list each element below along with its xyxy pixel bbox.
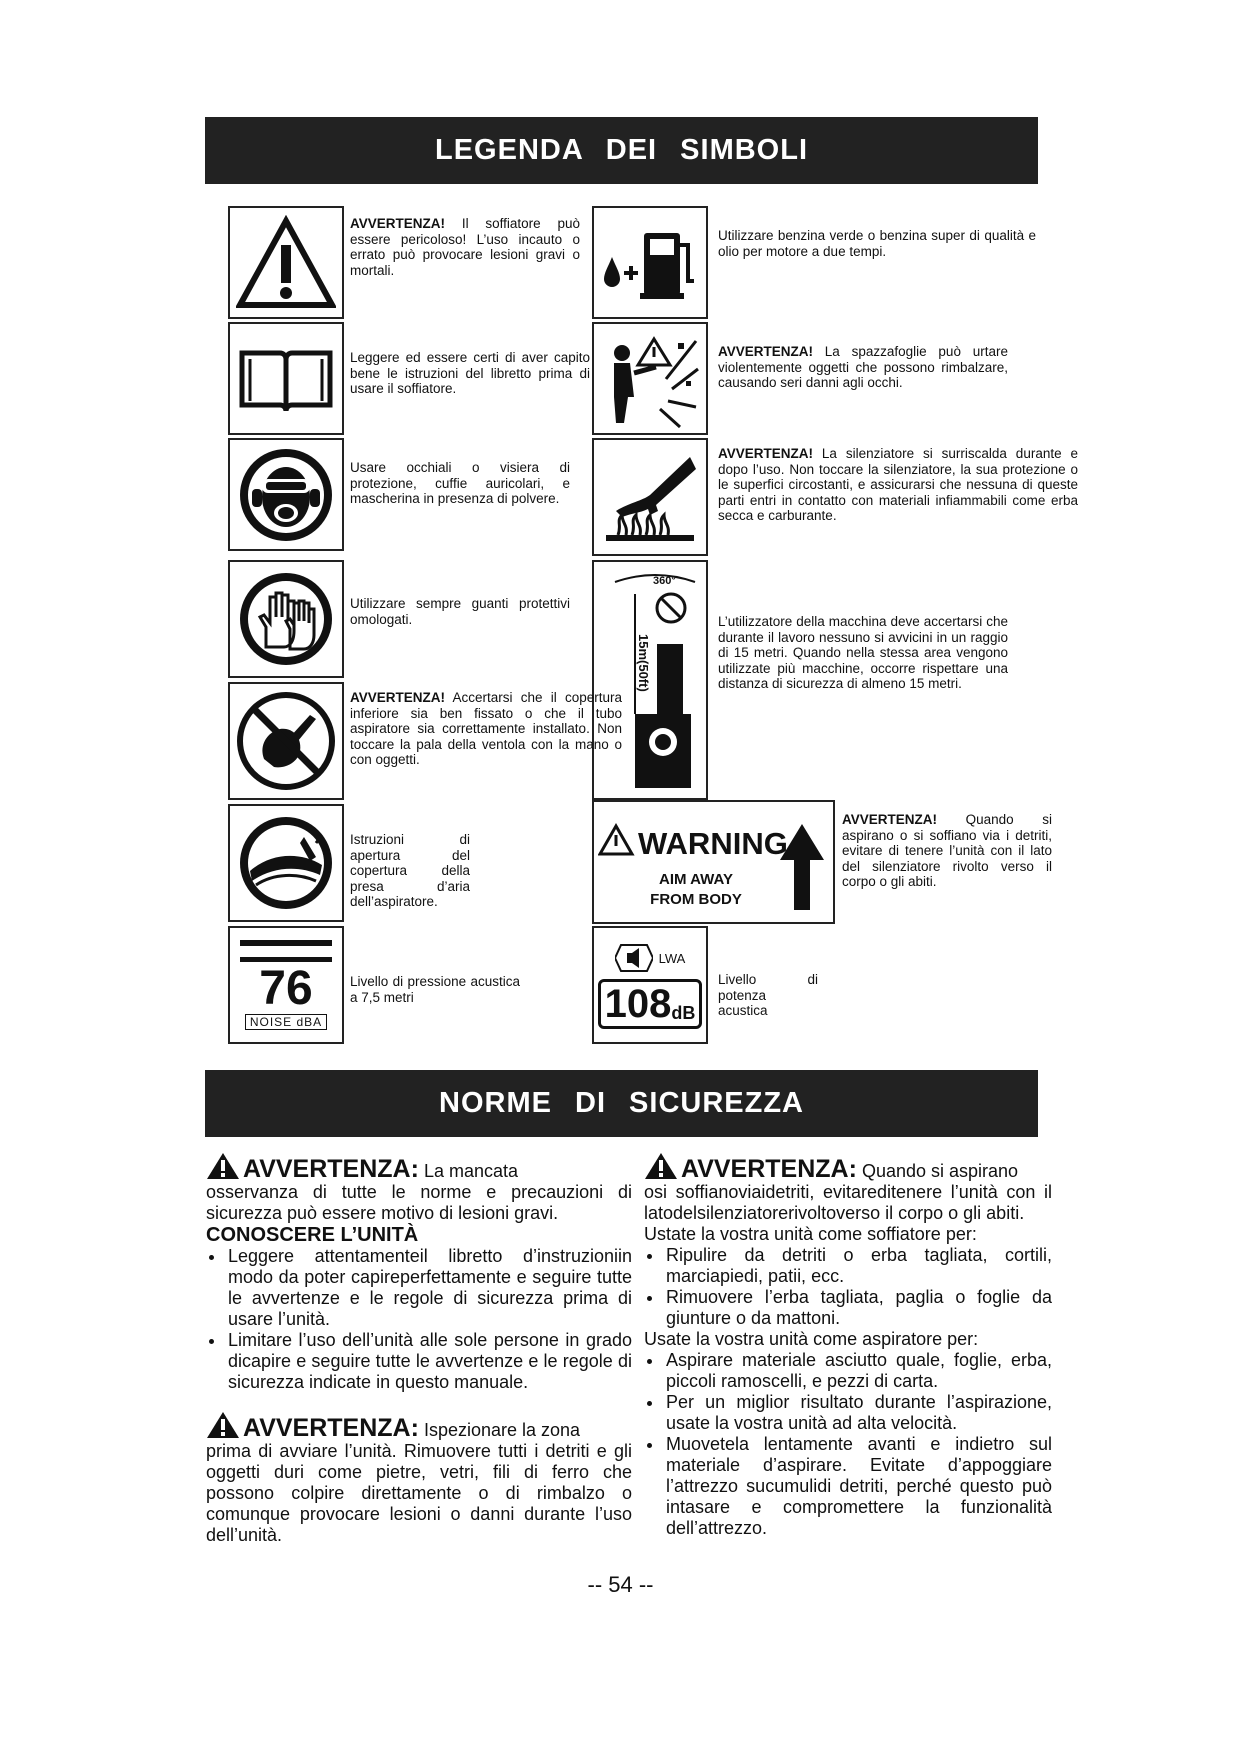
list-item: • Per un miglior risultato durante l’aspirazione, usate la vostra unità ad alta velocità. xyxy=(664,1392,1052,1434)
list-item: • Ripulire da detriti o erba tagliata, cortili, marciapiedi, patii, ecc. xyxy=(664,1245,1052,1287)
warning-body-3: osi soffianoviaidetriti, evitareditenere l’unità con il latodelsilenziatorerivoltoverso il corpo o gli abiti. xyxy=(644,1182,1052,1223)
warning-body-1: osservanza di tutte le norme e precauzioni di sicurezza può essere motivo di lesioni gravi. xyxy=(206,1182,632,1223)
speaker-icon xyxy=(615,941,653,975)
legend-title: LEGENDA DEI SIMBOLI xyxy=(435,134,808,166)
symbol-text-8: L’utilizzatore della macchina deve accertarsi che durante il lavoro nessuno si avvicini in un raggio di 15 metri. Quando nella stessa area vengono utilizzate più macchine, occorre rispettare una distanza di sicurezza di almeno 15 metri. xyxy=(718,614,1008,691)
intake-cover-icon xyxy=(228,804,344,922)
list-item: • Leggere attentamenteil libretto d’instruzioniin modo da poter capireperfettamente e seguire tutte le avvertenze e le regole di sicurezza prima di usare l’unità. xyxy=(226,1246,632,1330)
warning-aim-away-label xyxy=(592,800,835,924)
warning-title-label: WARNING xyxy=(637,826,788,861)
vacuum-intro: Usate la vostra unità come aspiratore per: xyxy=(644,1329,979,1349)
noise-value: 76 xyxy=(259,962,313,1015)
symbol-text-3: Leggere ed essere certi di aver capito bene le istruzioni del libretto prima di usare il soffiatore. xyxy=(350,350,590,396)
symbol-text-6: AVVERTENZA! La silenziatore si surriscalda durante e dopo l’uso. Non toccare la silenziatore, la sua protezione o le superfici circostanti, e assicurarsi che nessuna di queste parti entri in contatto con materiali infiammabili come erba secca e carburante. xyxy=(718,446,1078,523)
symbol-text-1: AVVERTENZA! Il soffiatore può essere pericoloso! L’uso incauto o errato può provocare lesioni gravi o mortali. xyxy=(350,216,580,278)
noise-level-76-icon xyxy=(228,926,344,1044)
sound-power-108-icon xyxy=(592,926,708,1044)
hot-surface-icon xyxy=(592,438,708,556)
symbol-text-12: Livello di pressione acustica a 7,5 metri xyxy=(350,974,520,1005)
safety-banner xyxy=(205,1070,1038,1137)
distance-360-label: 360° xyxy=(653,575,676,587)
fuel-pump-icon xyxy=(592,206,708,319)
warning-heading-1: AVVERTENZA: La mancata xyxy=(206,1152,632,1182)
legend-banner xyxy=(205,117,1038,184)
blower-intro: Ustate la vostra unità come soffiatore per: xyxy=(644,1224,977,1244)
vacuum-list xyxy=(644,1350,1052,1539)
warning-body-2: prima di avviare l’unità. Rimuovere tutti i detriti e gli oggetti duri come pietre, vetri, fili di ferro che possono colpire direttamente o di rimbalzo o comunque provocare lesioni o danni durante l’uso dell’unità. xyxy=(206,1441,632,1545)
no-touch-fan-icon xyxy=(228,682,344,800)
list-item: • Rimuovere l’erba tagliata, paglia o foglie da giunture o da mattoni. xyxy=(664,1287,1052,1329)
warning-triangle-icon xyxy=(228,206,344,319)
symbol-text-4: AVVERTENZA! La spazzafoglie può urtare violentemente oggetti che possono rimbalzare, causando seri danni agli occhi. xyxy=(718,344,1008,390)
gloves-icon xyxy=(228,560,344,678)
symbol-text-11: Istruzioni di apertura del copertura della presa d’aria dell’aspiratore. xyxy=(350,832,470,909)
right-column xyxy=(644,1152,1052,1539)
power-value: 108 xyxy=(604,982,672,1026)
manual-book-icon xyxy=(228,322,344,435)
know-unit-list xyxy=(206,1246,632,1393)
symbol-text-10: AVVERTENZA! Quando si aspirano o si soffiano via i detriti, evitare di tenere l’unità con il lato del silenziatore rivolto verso il corpo o gli abiti. xyxy=(842,812,1052,889)
protective-equipment-icon xyxy=(228,438,344,551)
blower-list xyxy=(644,1245,1052,1329)
list-item: • Muovetela lentamente avanti e indietro sul materiale d’aspirare. Evitate d’appoggiare l’attrezzo sucumulidi detriti, perché questo può intasare e compromettere la funzionalità dell’attrezzo. xyxy=(664,1434,1052,1539)
page-number: -- 54 -- xyxy=(587,1572,654,1597)
symbol-text-7: Utilizzare sempre guanti protettivi omologati. xyxy=(350,596,570,627)
warning-triangle-icon xyxy=(644,1152,678,1180)
symbol-text-2: Utilizzare benzina verde o benzina super di qualità e olio per motore a due tempi. xyxy=(718,228,1036,259)
flying-debris-icon xyxy=(592,322,708,435)
know-your-unit-heading: CONOSCERE L’UNITÀ xyxy=(206,1224,419,1246)
warning-line2-label: FROM BODY xyxy=(649,891,742,908)
lwa-label: LWA xyxy=(658,950,686,966)
noise-label: NOISE dBA xyxy=(245,1014,327,1030)
list-item: • Aspirare materiale asciutto quale, foglie, erba, piccoli ramoscelli, e pezzi di carta. xyxy=(664,1350,1052,1392)
warning-triangle-icon xyxy=(206,1152,240,1180)
warning-heading-3: AVVERTENZA: Quando si aspirano xyxy=(644,1152,1052,1182)
warning-heading-2: AVVERTENZA: Ispezionare la zona xyxy=(206,1411,632,1441)
distance-15m-label: 15m(50ft) xyxy=(636,634,651,692)
power-unit: dB xyxy=(671,1003,696,1023)
symbol-text-13: Livello di potenza acustica xyxy=(718,972,818,1018)
warning-triangle-icon xyxy=(206,1411,240,1439)
warning-line1-label: AIM AWAY xyxy=(658,871,733,888)
symbol-text-5: Usare occhiali o visiera di protezione, cuffie auricolari, e mascherina in presenza di polvere. xyxy=(350,460,570,506)
symbol-text-9: AVVERTENZA! Accertarsi che il copertura inferiore sia ben fissato o che il tubo aspiratore sia correttamente installato. Non toccare la pala della ventola con la mano o con oggetti. xyxy=(350,690,622,767)
left-column xyxy=(206,1152,632,1546)
list-item: • Limitare l’uso dell’unità alle sole persone in grado dicapire e seguire tutte le avvertenze e le regole di sicurezza indicate in questo manuale. xyxy=(226,1330,632,1393)
safety-title: NORME DI SICUREZZA xyxy=(439,1087,804,1119)
